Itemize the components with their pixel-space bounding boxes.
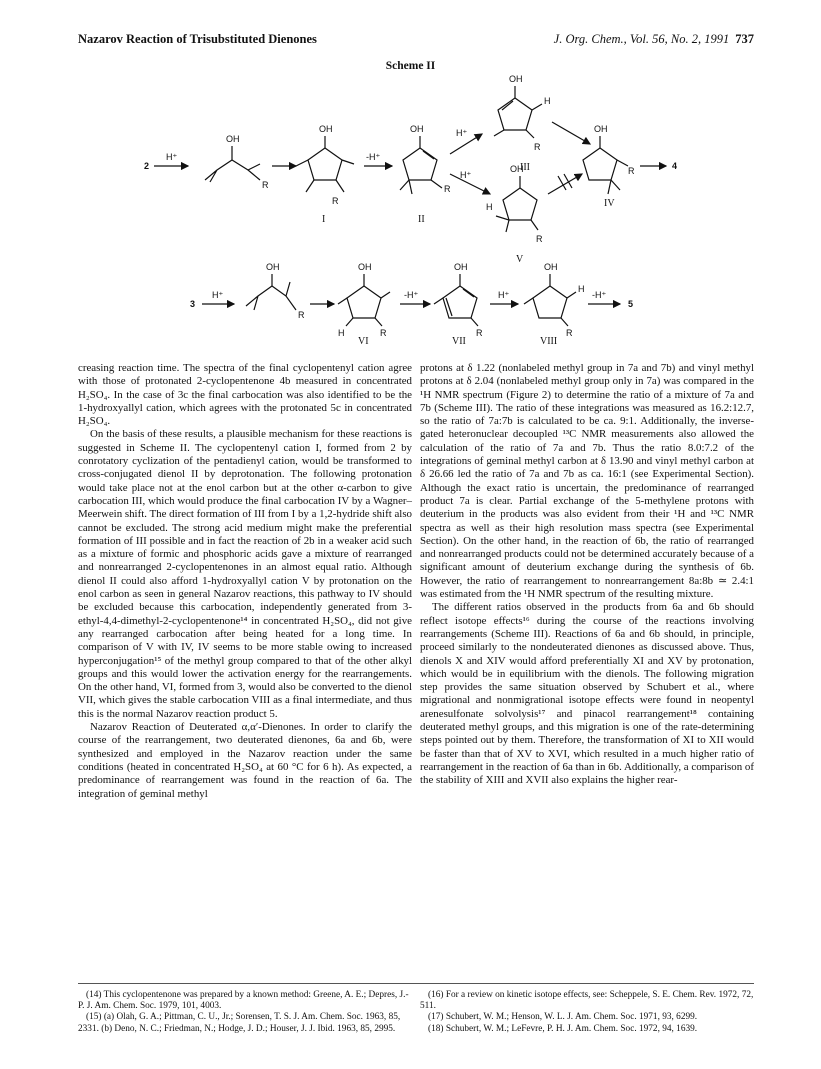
cation-VI-structure (338, 262, 390, 338)
dienol-VII-structure (434, 262, 483, 338)
product-5-label: 5 (628, 299, 634, 309)
footnotes-left (78, 990, 412, 1035)
reagent-minus-h-plus: -H⁺ (366, 152, 381, 162)
label-VII: VII (452, 336, 466, 347)
reagent-h-plus: H⁺ (212, 290, 224, 300)
r-label: R (476, 328, 483, 338)
label-II: II (418, 214, 425, 225)
footnote-divider (78, 983, 754, 984)
r-label: R (534, 142, 541, 152)
oh-label: OH (358, 262, 372, 272)
right-text-column (420, 362, 754, 788)
blocked-reaction-arrow (548, 174, 582, 194)
page-number: 737 (735, 32, 754, 46)
r-label: R (566, 328, 573, 338)
footnotes-right (420, 990, 754, 1035)
oh-label: OH (266, 262, 280, 272)
oh-label: OH (509, 74, 523, 84)
r-label: R (298, 310, 305, 320)
oh-label: OH (544, 262, 558, 272)
oh-label: OH (594, 124, 608, 134)
scheme-title: Scheme II (385, 60, 436, 72)
paragraph: Nazarov Reaction of Deuterated α,α′-Dienones. In order to clarify the course of the rearrangement, two deuterated dienones, 6a and 6b, were synthesized and employed in the Nazarov reaction under the same conditions (heated in concentrated H₂SO₄ at 60 °C for 6 h). As expected, a predominance of rearrangement was found in the reaction of 6a. The integration of geminal methyl (78, 721, 412, 800)
journal-citation (554, 32, 754, 47)
pentadienyl-cation-structure (205, 134, 269, 190)
footnote: (14) This cyclopentenone was prepared by a known method: Greene, A. E.; Depres, J.-P. J. Am. Chem. Soc. 1979, 101, 4003. (78, 990, 409, 1012)
h-label: H (578, 284, 585, 294)
footnote: (17) Schubert, W. M.; Henson, W. L. J. Am. Chem. Soc. 1971, 93, 6299. (428, 1012, 698, 1023)
h-label: H (486, 202, 493, 212)
dienol-II-structure (400, 124, 451, 225)
paragraph: The different ratios observed in the products from 6a and 6b should reflect isotope effects¹⁶ during the course of the reactions involving rearrangements (Scheme III). Reactions of 6a and 6b should, in principle, proceed similarly to the nondeuterated dienones as discussed above. Thus, dienols X and XIV would afford preferentially XI and XV by protonation, which would be in equilibrium with the dienols. The following migration step provides the same situation observed by Schubert et al., where migrational and nonmigrational isotope effects were found in neopentyl arenesulfonate solvolysis¹⁷ and pinacol rearrangement¹⁸ containing deuterated methyl groups, and this migration is one of the rate-determining steps pointed out by them. Therefore, the transformation of XI to XII would be faster than that of XV to XVI, which resulted in a much higher ratio of rearrangement in the reaction of 6a than in 6b. Additionally, a comparison of the stability of XIII and XVII also explains the higher rear- (420, 601, 754, 787)
pentadienyl-cation-2-structure (246, 262, 305, 320)
oh-label: OH (410, 124, 424, 134)
label-I: I (322, 214, 326, 225)
r-label: R (444, 184, 451, 194)
scheme-ii-diagram (120, 70, 720, 340)
reaction-arrow (552, 122, 590, 144)
oh-label: OH (454, 262, 468, 272)
paragraph: protons at δ 1.22 (nonlabeled methyl group in 7a and 7b) and vinyl methyl protons at δ 2.04 (nonlabeled methyl group only in 7a) was compared in the ¹H NMR spectrum (Figure 2) to determine the ratio of a mixture of 7a and 7b (Scheme III). The ratio of these integrations was measured as 16.2:12.7, so the ratio of 7a:7b is calculated to be ca. 9:1. Additionally, the inverse-gated heteronuclear decoupled ¹³C NMR measurements also allowed the calculation of the ratio of 7a and 7b. Thus the ratio 8.0:7.2 of the integrations of geminal methyl carbon at δ 13.90 and vinyl methyl carbon at δ 26.66 led the ratio of 7a and 7b as ca. 16:1 (see Experimental Section). Although the exact ratio is uncertain, the predominance of rearranged product 7a is clear. Partial exchange of the 5-methylene protons with deuterium in the products was also evident from their ¹H and ¹³C NMR spectra as well as their high resolution mass spectra (see Experimental Section). On the other hand, in the reaction of 6b, the ratio of rearranged and nonrearranged products could not be determined accurately because of a significant amount of deuterium exchange during the synthesis of 6b. However, the ratio of rearrangement to nonrearrangement 8a:8b ≃ 2.4:1 was estimated from the ¹H NMR spectrum of the resulting mixture. (420, 362, 754, 601)
cation-VIII-structure (524, 262, 585, 338)
h-label: H (544, 96, 551, 106)
paragraph: On the basis of these results, a plausible mechanism for these reactions is suggested in Scheme II. The cyclopentenyl cation I, formed from 2 by conrotatory cyclization of the pentadienyl cation, would be transformed to cross-conjugated dienol II by deprotonation. The following protonation would take place not at the enol carbon but at the other α-carbon to give carbocation III, which would produce the final carbocation IV by a Wagner–Meerwein shift. The direct formation of III from I by a 1,2-hydride shift also cannot be excluded. The strong acid medium might make the preferential formation of III possible and in fact the reaction of 2b in a weaker acid such as a mixture of formic and phosphoric acids gave a mixture of rearranged and nonrearranged 2-cyclopentenones in an almost equal ratio. Although dienol II could also afford 1-hydroxyallyl cation V by protonation on the enol carbon as seen in general Nazarov reactions, this pathway to IV should be excluded because this carbocation, independently generated from 3-ethyl-4,4-dimethyl-2-cyclopentenone¹⁴ in concentrated H₂SO₄, did not give any rearranged carbocation after being heated for a long time. In comparison of V with IV, IV seems to be more stable owing to increased hyperconjugation¹⁵ of the methyl group compared to that of the other alkyl groups and this would lower the activation energy for the rearrangements. On the other hand, VI, formed from 3, would also be converted to the dienol VII, which gives the stable carbocation VIII as a final intermediate, and thus this is the normal Nazarov reaction product 5. (78, 428, 412, 720)
reagent-h-plus: H⁺ (498, 290, 510, 300)
oh-label: OH (510, 164, 524, 174)
compound-2-label: 2 (144, 161, 150, 171)
reagent-h-plus: H⁺ (460, 170, 472, 180)
paragraph: creasing reaction time. The spectra of the final cyclopentenyl cation agree with those of protonated 2-cyclopentenone 4b measured in concentrated H₂SO₄. In the case of 3c the final carbocation was also identified to be the 1-hydroxyallyl cation, which agrees with the protonated 5c in concentrated H₂SO₄. (78, 362, 412, 428)
product-4-label: 4 (672, 161, 678, 171)
label-VIII: VIII (540, 336, 558, 347)
cation-IV-structure (583, 124, 635, 209)
compound-3-label: 3 (190, 299, 196, 309)
reagent-minus-h-plus: -H⁺ (592, 290, 607, 300)
running-header (78, 32, 754, 48)
r-label: R (628, 166, 635, 176)
reagent-h-plus: H⁺ (166, 152, 178, 162)
label-VI: VI (358, 336, 369, 347)
cation-I-structure (296, 124, 354, 225)
journal-name: J. Org. Chem., Vol. 56, No. 2, 1991 (553, 32, 730, 46)
label-IV: IV (604, 198, 615, 209)
footnote: (18) Schubert, W. M.; LeFevre, P. H. J. Am. Chem. Soc. 1972, 94, 1639. (428, 1023, 698, 1034)
footnote: (15) (a) Olah, G. A.; Pittman, C. U., Jr.; Sorensen, T. S. J. Am. Chem. Soc. 1963, 85, 2331. (b) Deno, N. C.; Friedman, N.; Hodge, J. D.; Houser, J. J. Ibid. 1963, 85, 2995. (78, 1012, 401, 1034)
label-V: V (516, 254, 524, 265)
reagent-h-plus: H⁺ (456, 128, 468, 138)
footnote: (16) For a review on kinetic isotope effects, see: Scheppele, S. E. Chem. Rev. 1972, 72, 511. (420, 990, 754, 1012)
label-III: III (520, 162, 530, 173)
cation-III-structure (494, 74, 551, 173)
cation-V-structure (486, 164, 543, 265)
r-label: R (536, 234, 543, 244)
h-label: H (338, 328, 345, 338)
running-title: Nazarov Reaction of Trisubstituted Dienones (78, 32, 317, 46)
left-text-column (78, 362, 412, 801)
r-label: R (262, 180, 269, 190)
reagent-minus-h-plus: -H⁺ (404, 290, 419, 300)
r-label: R (332, 196, 339, 206)
oh-label: OH (319, 124, 333, 134)
oh-label: OH (226, 134, 240, 144)
r-label: R (380, 328, 387, 338)
